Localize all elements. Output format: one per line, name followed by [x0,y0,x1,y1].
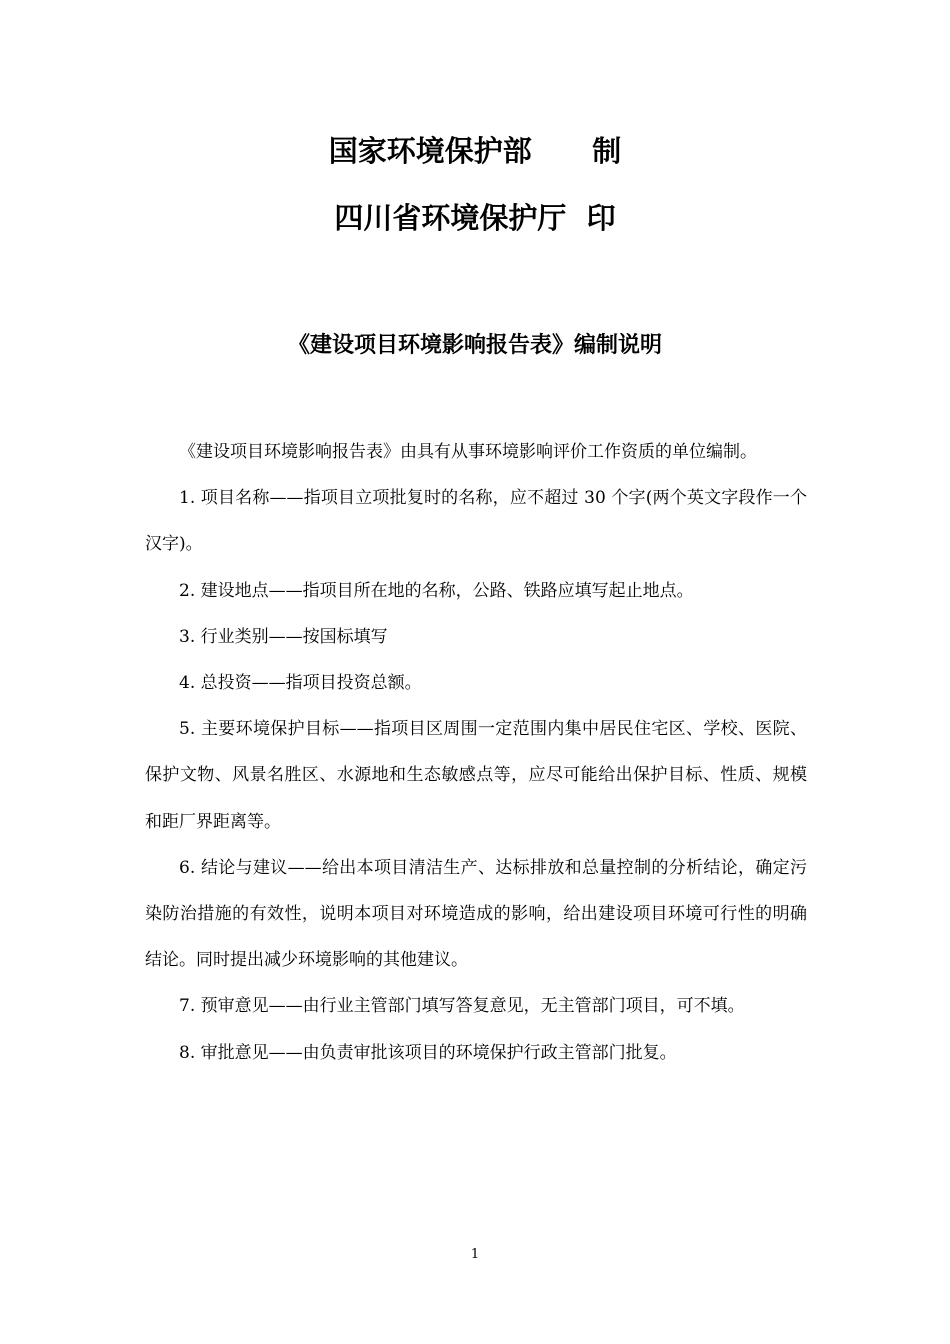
item-industry-category: 3. 行业类别——按国标填写 [179,626,388,647]
item-pre-review: 7. 预审意见——由行业主管部门填写答复意见，无主管部门项目，可不填。 [179,996,745,1017]
item-approval: 8. 审批意见——由负责审批该项目的环境保护行政主管部门批复。 [179,1042,677,1063]
document-title: 《建设项目环境影响报告表》编制说明 [287,333,662,358]
intro-paragraph: 《建设项目环境影响报告表》由具有从事环境影响评价工作资质的单位编制。 [179,442,757,462]
page-number: 1 [470,1247,480,1262]
issuer-line: 国家环境保护部 制 [328,134,622,168]
item-construction-site: 2. 建设地点——指项目所在地的名称，公路、铁路应填写起止地点。 [179,580,694,601]
item-project-name: 1. 项目名称——指项目立项批复时的名称，应不超过 30 个字(两个英文字段作一个汉字)。 [145,488,807,555]
printer-line: 四川省环境保护厅 印 [334,201,616,235]
item-total-investment: 4. 总投资——指项目投资总额。 [179,673,422,694]
instructions-body [145,429,807,1076]
item-protection-targets: 5. 主要环境保护目标——指项目区周围一定范围内集中居民住宅区、学校、医院、保护文物、风景名胜区、水源地和生态敏感点等，应尽可能给出保护目标、性质、规模和距厂界距离等。 [145,719,807,832]
item-conclusions: 6. 结论与建议——给出本项目清洁生产、达标排放和总量控制的分析结论，确定污染防治措施的有效性，说明本项目对环境造成的影响，给出建设项目环境可行性的明确结论。同时提出减少环境影响的其他建议。 [145,857,807,971]
